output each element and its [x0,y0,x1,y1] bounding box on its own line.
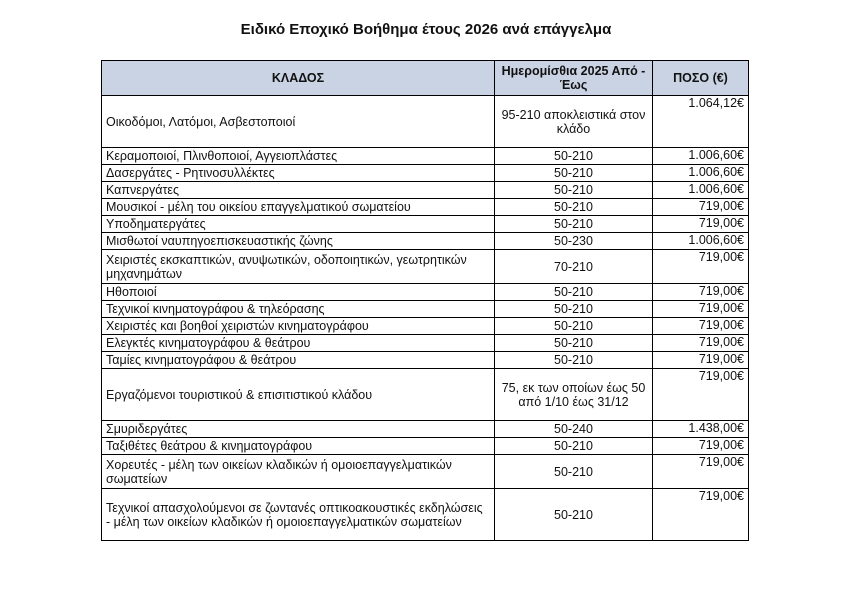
amount-cell: 719,00€ [653,489,749,541]
table-row [102,233,749,250]
sector-cell: Χειριστές και βοηθοί χειριστών κινηματογράφου [102,318,495,335]
amount-cell: 719,00€ [653,352,749,369]
table-row [102,352,749,369]
amount-cell: 719,00€ [653,250,749,284]
table-row [102,182,749,199]
table-row [102,421,749,438]
table-row [102,165,749,182]
wages-cell: 50-210 [495,216,653,233]
benefit-table [101,60,749,541]
sector-cell: Ηθοποιοί [102,284,495,301]
table-row [102,318,749,335]
wages-cell: 50-210 [495,352,653,369]
sector-cell: Μουσικοί - μέλη του οικείου επαγγελματικού σωματείου [102,199,495,216]
table-row [102,199,749,216]
header-wages: Ημερομίσθια 2025 Από - Έως [495,61,653,96]
sector-cell: Δασεργάτες - Ρητινοσυλλέκτες [102,165,495,182]
sector-cell: Ελεγκτές κινηματογράφου & θεάτρου [102,335,495,352]
page-title: Ειδικό Εποχικό Βοήθημα έτους 2026 ανά επάγγελμα [240,21,612,38]
wages-cell: 50-210 [495,301,653,318]
amount-cell: 719,00€ [653,284,749,301]
table-row [102,301,749,318]
sector-cell: Υποδηματεργάτες [102,216,495,233]
wages-cell: 50-210 [495,335,653,352]
amount-cell: 719,00€ [653,438,749,455]
amount-cell: 719,00€ [653,455,749,489]
table-header-row [102,61,749,96]
wages-cell: 50-210 [495,489,653,541]
wages-cell: 50-210 [495,148,653,165]
amount-cell: 1.006,60€ [653,165,749,182]
amount-cell: 719,00€ [653,199,749,216]
sector-cell: Τεχνικοί κινηματογράφου & τηλεόρασης [102,301,495,318]
header-sector: ΚΛΑΔΟΣ [102,61,495,96]
wages-cell: 50-210 [495,284,653,301]
amount-cell: 1.006,60€ [653,148,749,165]
table-body [102,96,749,541]
table-row [102,438,749,455]
amount-cell: 719,00€ [653,301,749,318]
table-row [102,216,749,233]
wages-cell: 50-210 [495,165,653,182]
amount-cell: 1.438,00€ [653,421,749,438]
wages-cell: 50-210 [495,182,653,199]
sector-cell: Καπνεργάτες [102,182,495,199]
amount-cell: 719,00€ [653,335,749,352]
sector-cell: Οικοδόμοι, Λατόμοι, Ασβεστοποιοί [102,96,495,148]
table-row [102,250,749,284]
sector-cell: Χορευτές - μέλη των οικείων κλαδικών ή ομοιοεπαγγελματικών σωματείων [102,455,495,489]
table-row [102,284,749,301]
amount-cell: 719,00€ [653,216,749,233]
sector-cell: Τεχνικοί απασχολούμενοι σε ζωντανές οπτικοακουστικές εκδηλώσεις - μέλη των οικείων κλαδικών ή ομοιοεπαγγελματικών σωματείων [102,489,495,541]
table-row [102,369,749,421]
sector-cell: Σμυριδεργάτες [102,421,495,438]
table-row [102,148,749,165]
wages-cell: 70-210 [495,250,653,284]
sector-cell: Μισθωτοί ναυπηγοεπισκευαστικής ζώνης [102,233,495,250]
table-row [102,489,749,541]
sector-cell: Χειριστές εκσκαπτικών, ανυψωτικών, οδοποιητικών, γεωτρητικών μηχανημάτων [102,250,495,284]
sector-cell: Ταμίες κινηματογράφου & θεάτρου [102,352,495,369]
wages-cell: 75, εκ των οποίων έως 50 από 1/10 έως 31/12 [495,369,653,421]
wages-cell: 50-240 [495,421,653,438]
table-row [102,96,749,148]
sector-cell: Κεραμοποιοί, Πλινθοποιοί, Αγγειοπλάστες [102,148,495,165]
wages-cell: 95-210 αποκλειστικά στον κλάδο [495,96,653,148]
wages-cell: 50-210 [495,199,653,216]
amount-cell: 1.064,12€ [653,96,749,148]
amount-cell: 719,00€ [653,369,749,421]
table-row [102,335,749,352]
header-amount: ΠΟΣΟ (€) [653,61,749,96]
amount-cell: 1.006,60€ [653,182,749,199]
sector-cell: Ταξιθέτες θεάτρου & κινηματογράφου [102,438,495,455]
sector-cell: Εργαζόμενοι τουριστικού & επισιτιστικού κλάδου [102,369,495,421]
table-row [102,455,749,489]
amount-cell: 719,00€ [653,318,749,335]
wages-cell: 50-210 [495,438,653,455]
wages-cell: 50-210 [495,455,653,489]
amount-cell: 1.006,60€ [653,233,749,250]
wages-cell: 50-210 [495,318,653,335]
wages-cell: 50-230 [495,233,653,250]
